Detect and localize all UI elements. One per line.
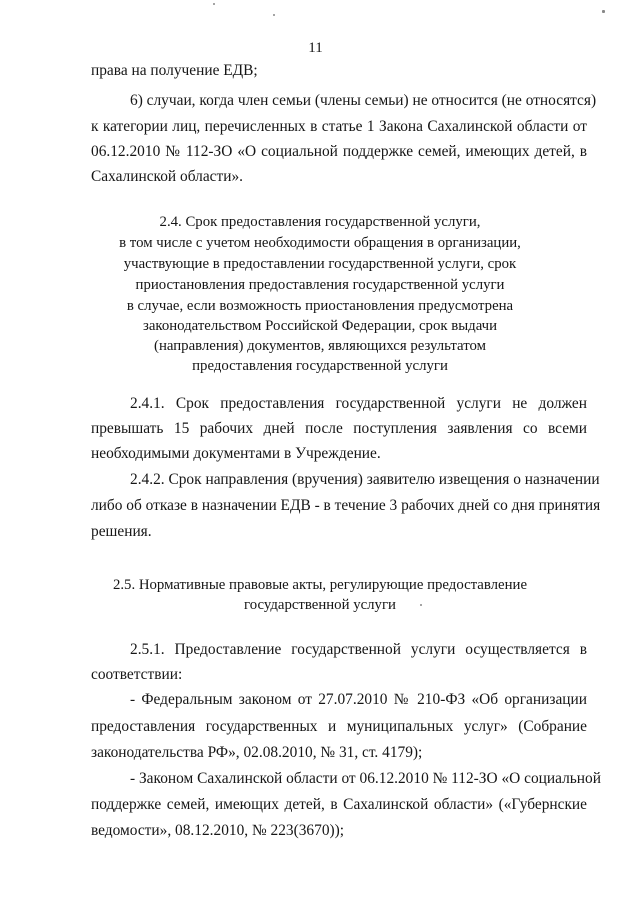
section-heading-2-4-line-6: законодательством Российской Федерации, срок выдачи — [142, 318, 498, 334]
text-line-14: 2.4.1. Срок предоставления государственной услуги не должен — [130, 395, 587, 412]
section-heading-2-5-line-1: 2.5. Нормативные правовые акты, регулирующие предоставление — [112, 577, 528, 593]
text-line-15: превышать 15 рабочих дней после поступления заявления со всеми — [91, 420, 587, 437]
text-line-29: ведомости», 08.12.2010, № 223(3670)); — [91, 822, 345, 839]
text-line-17: 2.4.2. Срок направления (вручения) заявителю извещения о назначении — [130, 471, 600, 488]
text-line-24: - Федеральным законом от 27.07.2010 № 210-ФЗ «Об организации — [130, 691, 587, 708]
text-line-19: решения. — [91, 523, 152, 540]
text-line-16: необходимыми документами в Учреждение. — [91, 445, 381, 462]
section-heading-2-4-line-5: в случае, если возможность приостановления предусмотрена — [126, 298, 514, 314]
text-line-22: 2.5.1. Предоставление государственной услуги осуществляется в — [130, 641, 587, 658]
scan-speck — [273, 14, 275, 16]
text-line-25: предоставления государственных и муниципальных услуг» (Собрание — [91, 718, 587, 735]
section-heading-2-5-line-2: государственной услуги — [244, 597, 396, 613]
scan-speck — [213, 3, 215, 5]
text-line-27: - Законом Сахалинской области от 06.12.2010 № 112-ЗО «О социальной — [130, 770, 601, 787]
text-line-5: Сахалинской области». — [91, 168, 244, 185]
text-line-2: 6) случаи, когда член семьи (члены семьи) не относится (не относятся) — [130, 92, 597, 109]
section-heading-2-4-line-3: участвующие в предоставлении государственной услуги, срок — [123, 256, 517, 272]
scan-speck — [602, 10, 605, 13]
section-heading-2-4-line-8: предоставления государственной услуги — [192, 358, 448, 374]
text-line-4: 06.12.2010 № 112-ЗО «О социальной поддержке семей, имеющих детей, в — [91, 143, 587, 160]
text-line-1: права на получение ЕДВ; — [91, 62, 258, 79]
text-line-26: законодательства РФ», 02.08.2010, № 31, ст. 4179); — [91, 744, 423, 761]
section-heading-2-4-line-1: 2.4. Срок предоставления государственной услуги, — [159, 214, 481, 230]
text-line-3: к категории лиц, перечисленных в статье 1 Закона Сахалинской области от — [91, 118, 587, 135]
text-line-18: либо об отказе в назначении ЕДВ - в течение 3 рабочих дней со дня принятия — [91, 497, 601, 514]
section-heading-2-4-line-2: в том числе с учетом необходимости обращения в организации, — [119, 235, 521, 251]
scan-speck — [420, 604, 422, 606]
page-number: 11 — [308, 40, 323, 56]
section-heading-2-4-line-4: приостановления предоставления государственной услуги — [135, 277, 505, 293]
text-line-23: соответствии: — [91, 666, 183, 683]
section-heading-2-4-line-7: (направления) документов, являющихся результатом — [154, 338, 486, 354]
text-line-28: поддержке семей, имеющих детей, в Сахалинской области» («Губернские — [91, 796, 587, 813]
